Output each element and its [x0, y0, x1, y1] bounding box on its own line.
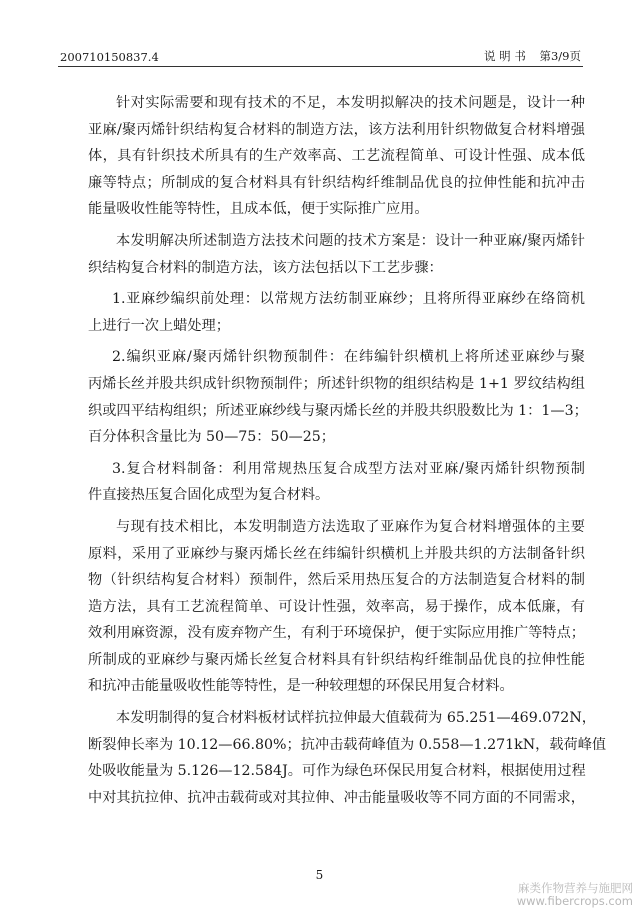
paragraph [88, 286, 585, 339]
paragraph-line: 处吸收能量为 5.126—12.584J。可作为绿色环保民用复合材料，根据使用过程 [88, 763, 586, 780]
paragraph-line: 百分体积含量比为 50—75：50—25； [88, 429, 335, 446]
page-header [60, 40, 581, 64]
document-body [88, 90, 607, 811]
header-rule [58, 66, 583, 67]
paragraph-line: 织或四平结构组织；所述亚麻纱线与聚丙烯长丝的并股共织股数比为 1：1—3； [88, 402, 588, 419]
page-label: 第3/9页 [539, 49, 581, 63]
paragraph-line: 2.编织亚麻/聚丙烯针织物预制件：在纬编针织横机上将所述亚麻纱与聚 [112, 349, 585, 366]
page-number: 5 [315, 868, 324, 882]
patent-application-number: 200710150837.4 [60, 50, 159, 64]
paragraph [88, 228, 585, 281]
site-watermark [517, 882, 633, 908]
paragraph-line: 断裂伸长率为 10.12—66.80%；抗冲击载荷峰值为 0.558—1.271kN，载荷峰值 [88, 736, 607, 753]
paragraph-line: 体，具有针织技术所具有的生产效率高、工艺流程简单、可设计性强、成本低 [88, 148, 585, 165]
paragraph-line: 丙烯长丝并股共织成针织物预制件；所述针织物的组织结构是 1+1 罗纹结构组 [88, 375, 585, 392]
paragraph-line: 造方法，具有工艺流程简单、可设计性强，效率高，易于操作，成本低廉，有 [88, 598, 585, 615]
paragraph-line: 所制成的亚麻纱与聚丙烯长丝复合材料具有针织结构纤维制品优良的拉伸性能 [88, 651, 585, 668]
paragraph-line: 能量吸收性能等特性，且成本低，便于实际推广应用。 [88, 201, 429, 218]
paragraph [88, 514, 585, 700]
paragraph-line: 件直接热压复合固化成型为复合材料。 [88, 487, 330, 504]
paragraph-line: 本发明解决所述制造方法技术问题的技术方案是：设计一种亚麻/聚丙烯针 [116, 232, 585, 249]
paragraph-line: 原料，采用了亚麻纱与聚丙烯长丝在纬编针织横机上并股共织的方法制备针织 [88, 545, 585, 562]
paragraph [88, 90, 585, 223]
paragraph-line: 和抗冲击能量吸收性能等特性，是一种较理想的环保民用复合材料。 [88, 678, 514, 695]
document-type-label: 说 明 书 [484, 49, 526, 63]
paragraph-line: 效利用麻资源，没有废弃物产生，有利于环境保护，便于实际应用推广等特点； [88, 625, 585, 642]
paragraph-line: 1.亚麻纱编织前处理：以常规方法纺制亚麻纱；且将所得亚麻纱在络筒机 [112, 291, 585, 308]
watermark-site-name: 麻类作物营养与施肥网 [518, 881, 633, 895]
paragraph [88, 705, 607, 811]
paragraph-line: 廉等特点；所制成的复合材料具有针织结构纤维制品优良的拉伸性能和抗冲击 [88, 174, 585, 191]
paragraph-line: 本发明制得的复合材料板材试样抗拉伸最大值载荷为 65.251—469.072N， [116, 710, 596, 727]
paragraph-line: 亚麻/聚丙烯针织结构复合材料的制造方法，该方法利用针织物做复合材料增强 [88, 121, 585, 138]
paragraph-line: 3.复合材料制备：利用常规热压复合成型方法对亚麻/聚丙烯针织物预制 [112, 460, 585, 477]
paragraph-line: 上进行一次上蜡处理； [88, 317, 230, 334]
paragraph [88, 456, 585, 509]
paragraph-line: 与现有技术相比，本发明制造方法选取了亚麻作为复合材料增强体的主要 [116, 518, 585, 535]
paragraph-line: 物（针织结构复合材料）预制件，然后采用热压复合的方法制造复合材料的制 [88, 572, 585, 589]
watermark-url: www.fibercrops.com [516, 894, 633, 908]
header-right [474, 48, 581, 64]
paragraph-line: 针对实际需要和现有技术的不足，本发明拟解决的技术问题是，设计一种 [116, 95, 585, 111]
paragraph-line: 中对其抗拉伸、抗冲击载荷或对其拉伸、冲击能量吸收等不同方面的不同需求， [88, 789, 585, 806]
paragraph [88, 344, 588, 450]
paragraph-line: 织结构复合材料的制造方法，该方法包括以下工艺步骤： [88, 259, 443, 276]
